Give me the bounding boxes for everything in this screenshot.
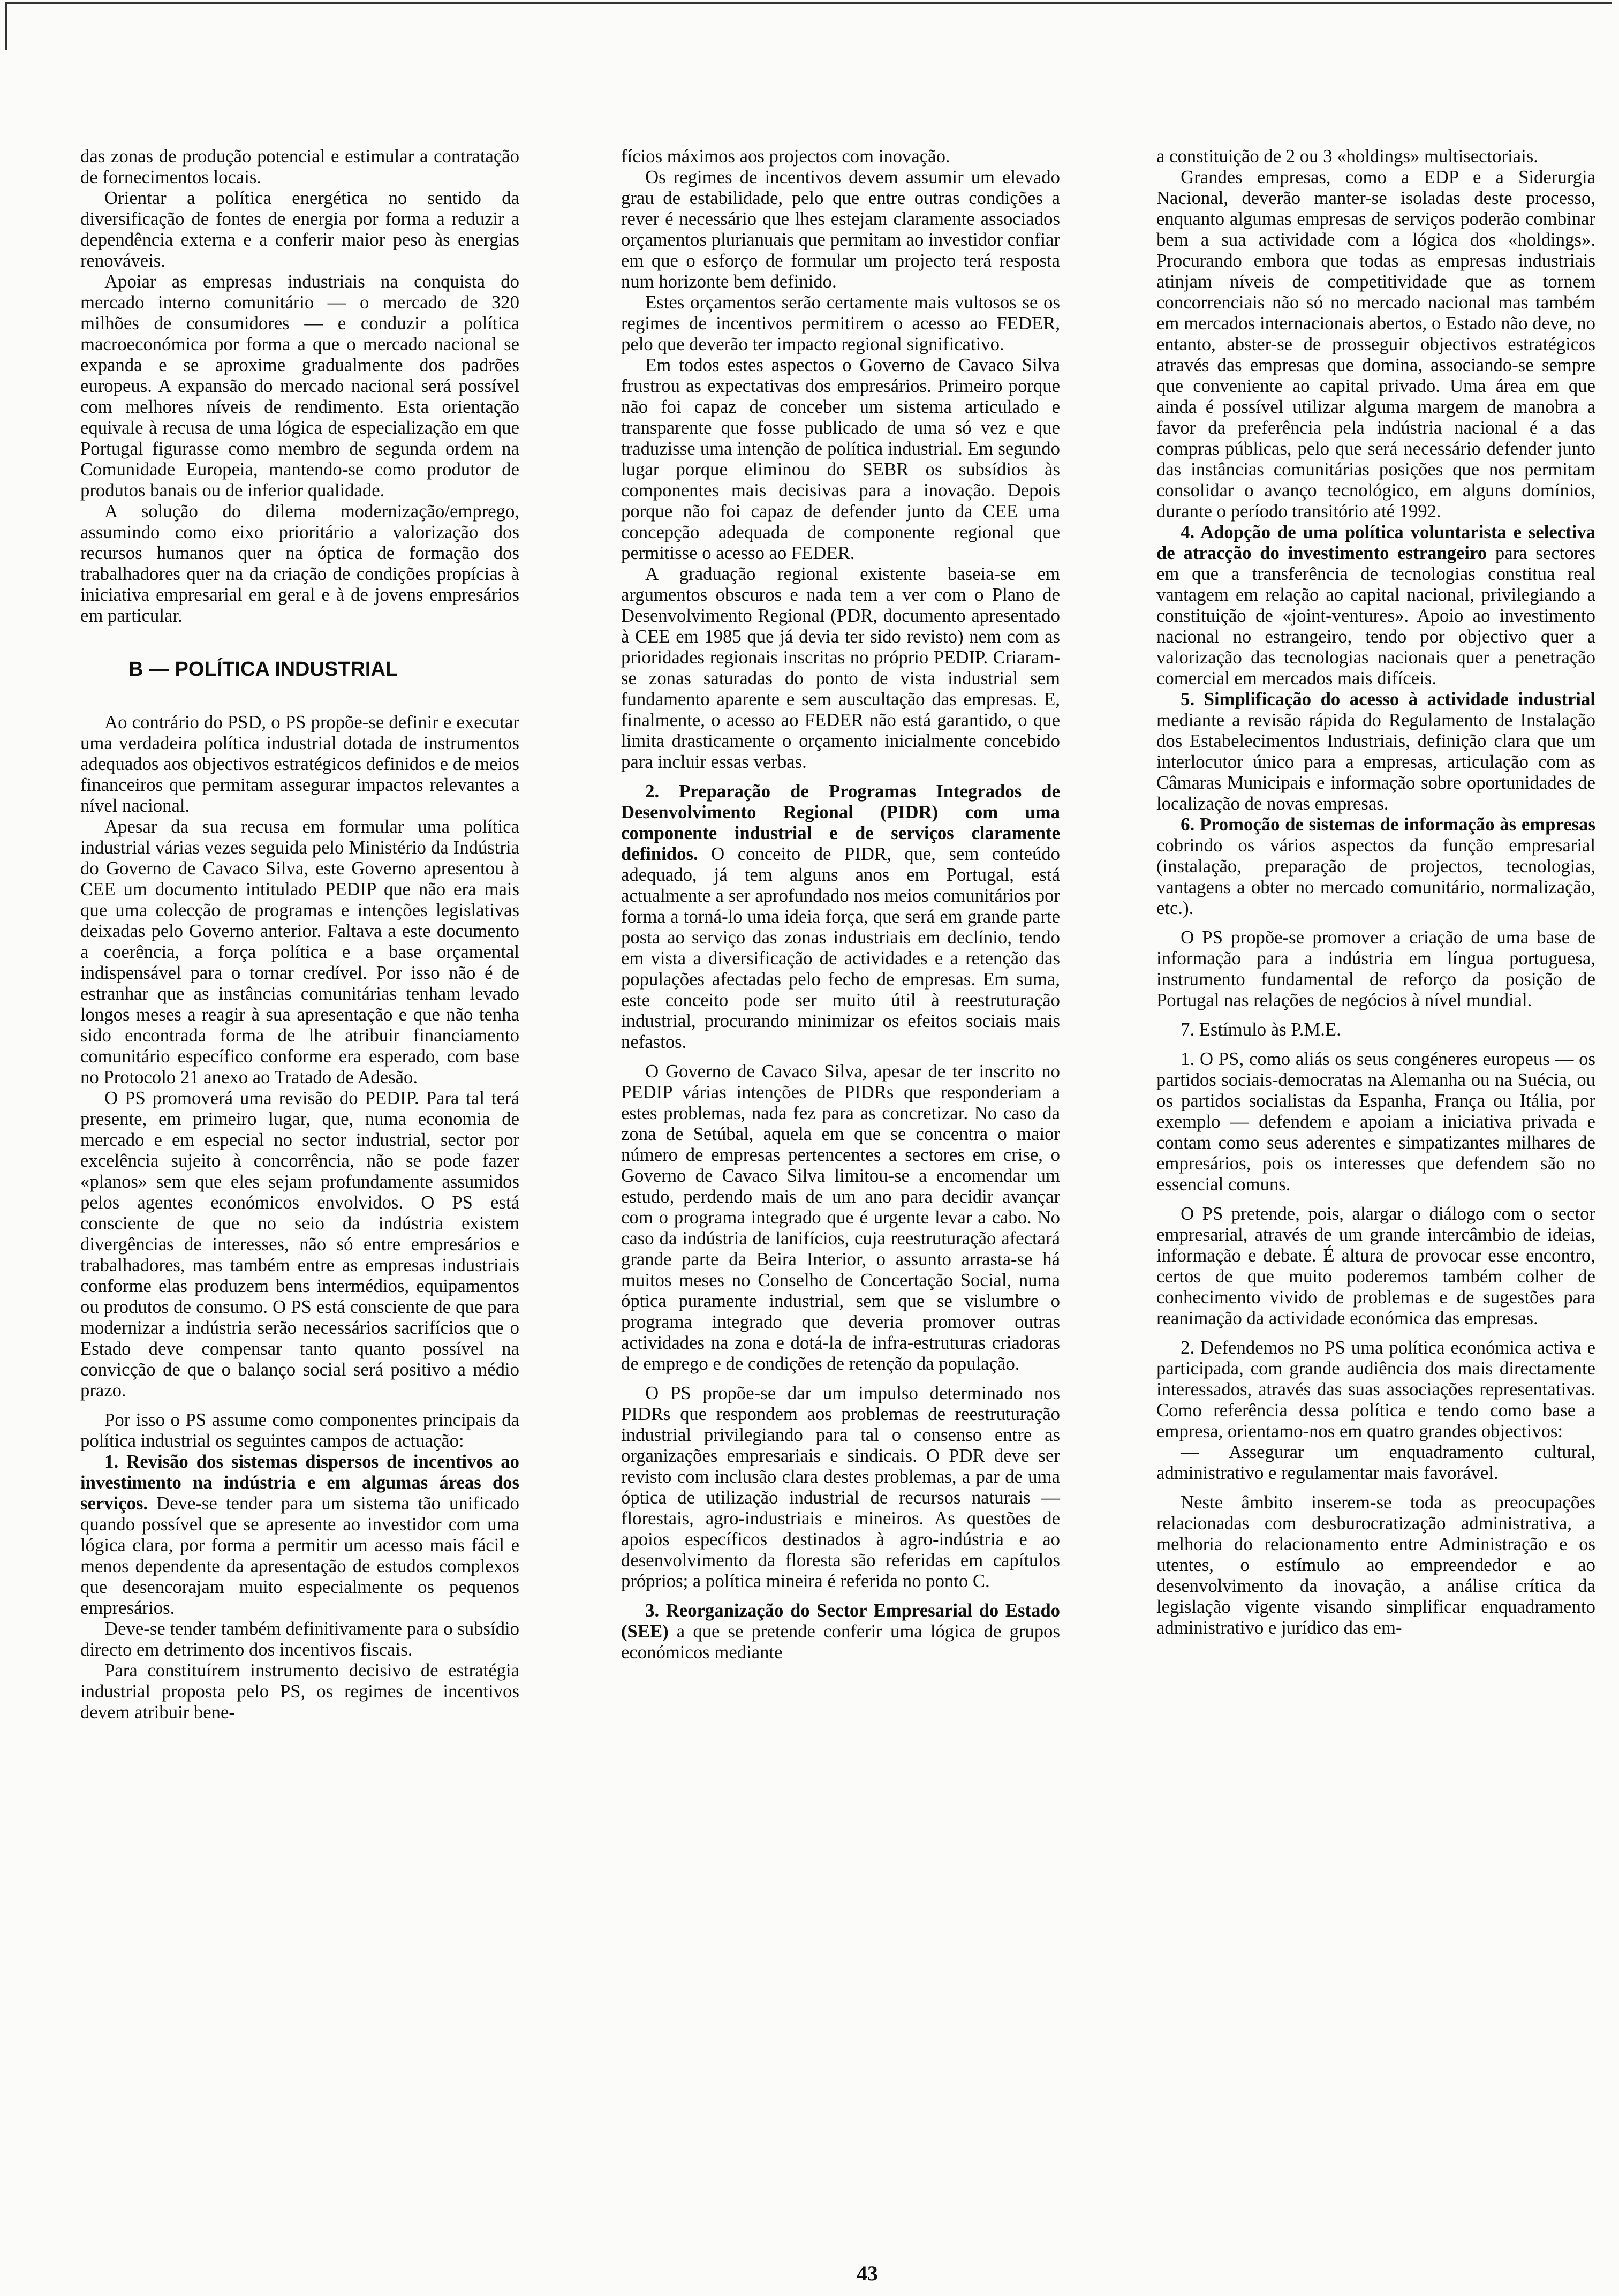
paragraph: Estes orçamentos serão certamente mais vultosos se os regimes de incentivos permitirem o acesso ao FEDER, pelo que deverão ter impacto regional significativo. — [621, 292, 1060, 354]
paragraph: O PS pretende, pois, alargar o diálogo com o sector empresarial, através de um grande intercâmbio de ideias, informação e debate. É altura de provocar esse encontro, certos de que muito poderemos também colher de conhecimento vivido de problemas e de sugestões para reanimação da actividade económica das empresas. — [1156, 1203, 1595, 1328]
paragraph: 2. Defendemos no PS uma política económica activa e participada, com grande audiência dos mais directamente interessados, através das suas associações representativas. Como referência dessa política e tendo como base a empresa, orientamo-nos em quatro grandes objectivos: — [1156, 1337, 1595, 1441]
paragraph: O PS propõe-se promover a criação de uma base de informação para a indústria em língua portuguesa, instrumento fundamental de reforço da posição de Portugal nas relações de negócios à nível mundial. — [1156, 927, 1595, 1010]
text-column-1 — [80, 146, 519, 1723]
page-border-left — [5, 2, 7, 50]
paragraph-text: Deve-se tender para um sistema tão unificado quando possível que se apresente ao investidor com uma lógica clara, por forma a permitir um acesso mais fácil e menos dependente da apresentação de estudos complexos que desencorajam muito especialmente os pequenos empresários. — [80, 1493, 519, 1618]
paragraph — [80, 1451, 519, 1618]
paragraph: 1. O PS, como aliás os seus congéneres europeus — os partidos sociais-democratas na Alemanha ou na Suécia, ou os partidos socialistas da Espanha, França ou Itália, por exemplo — defendem e apoiam a iniciativa privada e contam como seus aderentes e simpatizantes milhares de empresários, pois os interesses que defendem são no essencial comuns. — [1156, 1048, 1595, 1195]
paragraph: Os regimes de incentivos devem assumir um elevado grau de estabilidade, pelo que entre outras condições a rever é necessário que lhes estejam claramente associados orçamentos plurianuais que permitam ao investidor confiar em que o esforço de formular um projecto terá resposta num horizonte bem definido. — [621, 167, 1060, 292]
bold-lead: 2. Preparação de Programas Integrados de Desenvolvimento Regional (PIDR) com uma componente industrial e de serviços claramente definidos. — [621, 781, 1060, 864]
paragraph — [1156, 689, 1595, 814]
paragraph — [621, 1600, 1060, 1663]
paragraph-text: O conceito de PIDR, que, sem conteúdo adequado, já tem alguns anos em Portugal, está actualmente a ser aprofundado nos meios comunitários por forma a torná-lo uma ideia força, que será em grande parte posta ao serviço das zonas industriais em declínio, tendo em vista a diversificação de actividades e a retenção das populações afectadas pelo fecho de empresas. Em suma, este conceito pode ser muito útil à reestruturação industrial, procurando minimizar os efeitos sociais mais nefastos. — [621, 843, 1060, 1052]
paragraph — [1156, 814, 1595, 918]
paragraph: — Assegurar um enquadramento cultural, administrativo e regulamentar mais favorável. — [1156, 1441, 1595, 1483]
paragraph: Em todos estes aspectos o Governo de Cavaco Silva frustrou as expectativas dos empresários. Primeiro porque não foi capaz de conceber um sistema articulado e transparente que fosse publicado de uma só vez e que traduzisse uma intenção de política industrial. Em segundo lugar porque eliminou do SEBR os subsídios às componentes mais decisivas para a inovação. Depois porque não foi capaz de defender junto da CEE uma concepção adequada de componente regional que permitisse o acesso ao FEDER. — [621, 354, 1060, 563]
paragraph: A graduação regional existente baseia-se em argumentos obscuros e nada tem a ver com o Plano de Desenvolvimento Regional (PDR, documento apresentado à CEE em 1985 que já devia ter sido revisto) nem com as prioridades regionais inscritas no próprio PEDIP. Criaram-se zonas saturadas do ponto de vista industrial sem fundamento aparente e sem auscultação das empresas. E, finalmente, o acesso ao FEDER não está garantido, o que limita drasticamente o orçamento inicialmente concebido para incluir essas verbas. — [621, 563, 1060, 772]
section-heading: B — POLÍTICA INDUSTRIAL — [128, 658, 398, 681]
bold-lead: 3. Reorganização do Sector Empresarial do Estado (SEE) — [621, 1600, 1060, 1642]
paragraph: Grandes empresas, como a EDP e a Siderurgia Nacional, deverão manter-se isoladas deste processo, enquanto algumas empresas de serviços poderão combinar bem a sua actividade com a lógica dos «holdings». Procurando embora que todas as empresas industriais atinjam níveis de competitividade que as tornem concorrenciais não só no mercado nacional mas também em mercados internacionais abertos, o Estado não deve, no entanto, abster-se de prosseguir objectivos estratégicos através das empresas que domina, associando-se sempre que conveniente ao capital privado. Uma área em que ainda é possível utilizar alguma margem de manobra a favor da preferência pela indústria nacional é a das compras públicas, pelo que será necessário defender junto das instâncias comunitárias posições que nos permitam consolidar o avanço tecnológico, em alguns domínios, durante o período transitório até 1992. — [1156, 167, 1595, 522]
bold-lead: 4. Adopção de uma política voluntarista e selectiva de atracção do investimento estrangeiro — [1156, 522, 1595, 563]
paragraph-text: a que se pretende conferir uma lógica de grupos económicos mediante — [621, 1621, 1060, 1663]
paragraph: O Governo de Cavaco Silva, apesar de ter inscrito no PEDIP várias intenções de PIDRs que responderiam a estes problemas, nada fez para as concretizar. No caso da zona de Setúbal, aquela em que se concentra o maior número de empresas pertencentes a sectores em crise, o Governo de Cavaco Silva limitou-se a encomendar um estudo, perdendo mais de um ano para decidir avançar com o programa integrado que é urgente levar a cabo. No caso da indústria de lanifícios, cuja reestruturação afectará grande parte da Beira Interior, o assunto arrasta-se há muitos meses no Conselho de Concertação Social, numa óptica puramente industrial, sem que se vislumbre o programa integrado que deveria promover outras actividades na zona e dotá-la de infra-estruturas criadoras de emprego e de condições de retenção da população. — [621, 1061, 1060, 1374]
paragraph-text: cobrindo os vários aspectos da função empresarial (instalação, preparação de projectos, tecnologias, vantagens a obter no mercado comunitário, normalização, etc.). — [1156, 835, 1595, 918]
bold-lead: 5. Simplificação do acesso à actividade industrial — [1181, 689, 1595, 709]
text-column-2 — [621, 146, 1060, 1663]
paragraph: Apoiar as empresas industriais na conquista do mercado interno comunitário — o mercado de 320 milhões de consumidores — e conduzir a política macroeconómica por forma a que o mercado nacional se expanda e se aproxime gradualmente dos padrões europeus. A expansão do mercado nacional será possível com melhores níveis de rendimento. Esta orientação equivale à recusa de uma lógica de especialização em que Portugal figurasse como membro de segunda ordem na Comunidade Europeia, mantendo-se como produtor de produtos banais ou de inferior qualidade. — [80, 271, 519, 501]
paragraph — [621, 781, 1060, 1052]
paragraph: Ao contrário do PSD, o PS propõe-se definir e executar uma verdadeira política industrial dotada de instrumentos adequados aos objectivos estratégicos definidos e de meios financeiros que permitam assegurar impactos relevantes a nível nacional. — [80, 712, 519, 816]
paragraph: A solução do dilema modernização/emprego, assumindo como eixo prioritário a valorização dos recursos humanos quer na óptica de formação dos trabalhadores quer na da criação de condições propícias à iniciativa empresarial em geral e à de jovens empresários em particular. — [80, 501, 519, 626]
paragraph: fícios máximos aos projectos com inovação. — [621, 146, 950, 167]
paragraph: 7. Estímulo às P.M.E. — [1181, 1019, 1341, 1040]
paragraph: Deve-se tender também definitivamente para o subsídio directo em detrimento dos incentivos fiscais. — [80, 1618, 519, 1660]
paragraph-text: para sectores em que a transferência de tecnologias constitua real vantagem em relação ao capital nacional, privilegiando a constituição de «joint-ventures». Apoio ao investimento nacional no estrangeiro, tendo por objectivo quer a valorização das tecnologias nacionais quer a penetração comercial em mercados mais difíceis. — [1156, 542, 1595, 689]
paragraph: Neste âmbito inserem-se toda as preocupações relacionadas com desburocratização administrativa, a melhoria do relacionamento entre Administração e os utentes, o estímulo ao empreendedor e ao desenvolvimento da inovação, a análise crítica da legislação vigente visando simplificar enquadramento administrativo e jurídico das em- — [1156, 1492, 1595, 1638]
text-column-3 — [1156, 146, 1595, 1638]
paragraph: a constituição de 2 ou 3 «holdings» multisectoriais. — [1156, 146, 1538, 167]
paragraph: O PS propõe-se dar um impulso determinado nos PIDRs que respondem aos problemas de reestruturação industrial privilegiando para tal o consenso entre as organizações empresariais e sindicais. O PDR deve ser revisto com inclusão clara destes problemas, a par de uma óptica de utilização industrial de recursos naturais — florestais, agro-industriais e mineiros. As questões de apoios específicos destinados à agro-indústria e ao desenvolvimento da floresta são referidas em capítulos próprios; a política mineira é referida no ponto C. — [621, 1383, 1060, 1591]
paragraph — [1156, 522, 1595, 689]
page-number: 43 — [857, 2261, 878, 2285]
paragraph: das zonas de produção potencial e estimular a contratação de fornecimentos locais. — [80, 146, 519, 187]
bold-lead: 1. Revisão dos sistemas dispersos de incentivos ao investimento na indústria e em algumas áreas dos serviços. — [80, 1451, 519, 1514]
page-border-top — [5, 2, 1612, 4]
paragraph: Apesar da sua recusa em formular uma política industrial várias vezes seguida pelo Ministério da Indústria do Governo de Cavaco Silva, este Governo apresentou à CEE um documento intitulado PEDIP que não era mais que uma colecção de programas e intenções legislativas deixadas pelo Governo anterior. Faltava a este documento a coerência, a força política e a base orçamental indispensável para o tornar credível. Por isso não é de estranhar que as instâncias comunitárias tenham levado longos meses a reagir à sua apresentação e que não tenha sido encontrada forma de lhe atribuir financiamento comunitário específico conforme era esperado, com base no Protocolo 21 anexo ao Tratado de Adesão. — [80, 816, 519, 1087]
paragraph: Orientar a política energética no sentido da diversificação de fontes de energia por forma a reduzir a dependência externa e a conferir maior peso às energias renováveis. — [80, 187, 519, 271]
bold-lead: 6. Promoção de sistemas de informação às empresas — [1181, 814, 1595, 835]
paragraph-text: mediante a revisão rápida do Regulamento de Instalação dos Estabelecimentos Industriais, definição clara que um interlocutor único para a empresas, articulação com as Câmaras Municipais e informação sobre oportunidades de localização de novas empresas. — [1156, 709, 1595, 814]
paragraph: O PS promoverá uma revisão do PEDIP. Para tal terá presente, em primeiro lugar, que, numa economia de mercado e em especial no sector industrial, sector por excelência sujeito à concorrência, não se pode fazer «planos» sem que eles sejam profundamente assumidos pelos agentes económicos envolvidos. O PS está consciente de que no seio da indústria existem divergências de interesses, não só entre empresários e trabalhadores, mas também entre as empresas industriais conforme elas produzem bens intermédios, equipamentos ou produtos de consumo. O PS está consciente de que para modernizar a indústria serão necessários sacrifícios que o Estado deve compensar tanto quanto possível na convicção de que o balanço social será positivo a médio prazo. — [80, 1087, 519, 1401]
paragraph: Para constituírem instrumento decisivo de estratégia industrial proposta pelo PS, os regimes de incentivos devem atribuir bene- — [80, 1660, 519, 1723]
paragraph: Por isso o PS assume como componentes principais da política industrial os seguintes campos de actuação: — [80, 1409, 519, 1451]
